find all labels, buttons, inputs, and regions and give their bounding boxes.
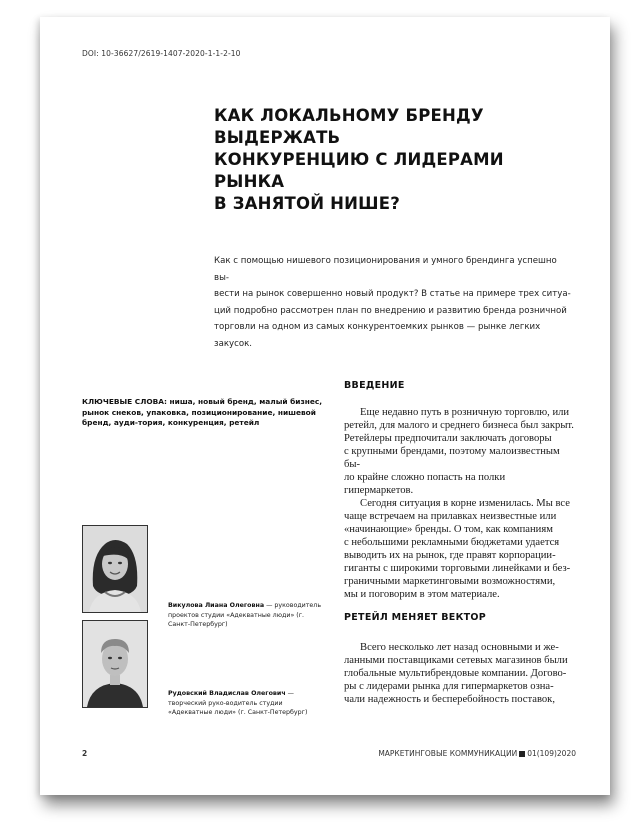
author-name-2: Рудовский Владислав Олегович — [168, 690, 286, 697]
author-portrait-man — [83, 621, 147, 707]
author-photo-2 — [82, 620, 148, 708]
section-heading-retail: РЕТЕЙЛ МЕНЯЕТ ВЕКТОР — [344, 612, 487, 623]
section-heading-intro: ВВЕДЕНИЕ — [344, 380, 405, 391]
journal-issue: 01(109)2020 — [527, 749, 576, 758]
page-number: 2 — [82, 749, 88, 758]
keywords-text: ниша, новый бренд, малый бизнес, рынок снеков, упаковка, позиционирование, нишевой бренд, ауди-тория, конкуренция, ретейл — [82, 397, 323, 427]
intro-paragraph-2: Сегодня ситуация в корне изменилась. Мы все чаще встречаем на прилавках неизвестные или «начинающие» бренды. О том, как компаниям с небольшими рекламными бюджетами удается выводить их на рынок, где правят корпорации- гиганты с широкими торговыми линейками и без- граничными маркетинговыми возможностями, мы и поговорим в этом материале. — [344, 498, 571, 600]
author-photo-1 — [82, 525, 148, 613]
author-caption-1 — [168, 601, 328, 630]
retail-paragraph-1: Всего несколько лет назад основными и же- ланными поставщиками сетевых магазинов были глобальные мультибрендовые компании. Догово- ры с лидерами рынка для гипермаркетов озна- чали надежность и бесперебойность поставок, — [344, 642, 568, 705]
article-title: КАК ЛОКАЛЬНОМУ БРЕНДУ ВЫДЕРЖАТЬ КОНКУРЕНЦИЮ С ЛИДЕРАМИ РЫНКА В ЗАНЯТОЙ НИШЕ? — [214, 106, 504, 213]
author-role-1: — руководитель проектов студии «Адекватные люди» (г. Санкт-Петербург) — [168, 602, 322, 628]
keywords-block — [82, 397, 324, 429]
journal-name: МАРКЕТИНГОВЫЕ КОММУНИКАЦИИ — [378, 749, 518, 758]
intro-paragraph-1: Еще недавно путь в розничную торговлю, или ретейл, для малого и среднего бизнеса был закрыт. Ретейлеры предпочитали заключать договоры с крупными брендами, поэтому малоизвестным бы- ло крайне сложно попасть на полки гипермаркетов. — [344, 407, 574, 496]
author-caption-2 — [168, 689, 328, 718]
intro-body — [344, 406, 576, 601]
author-portrait-woman — [83, 526, 147, 612]
author-name-1: Викулова Лиана Олеговна — [168, 602, 265, 609]
footer-journal — [378, 749, 576, 758]
keywords-label: КЛЮЧЕВЫЕ СЛОВА: — [82, 397, 167, 406]
article-page — [40, 17, 610, 795]
author-role-2: — творческий руко-водитель студии «Адекватные люди» (г. Санкт-Петербург) — [168, 690, 308, 716]
article-lead: Как с помощью нишевого позиционирования и умного брендинга успешно вы- вести на рынок совершенно новый продукт? В статье на примере трех ситуа- ций подробно рассмотрен план по внедрению и развитию бренда розничной торговли на одном из самых конкурентоемких рынков — рынке легких закусок. — [214, 256, 571, 349]
doi-line: DOI: 10-36627/2619-1407-2020-1-1-2-10 — [82, 49, 241, 58]
square-bullet-icon — [519, 751, 525, 757]
retail-body — [344, 641, 576, 706]
